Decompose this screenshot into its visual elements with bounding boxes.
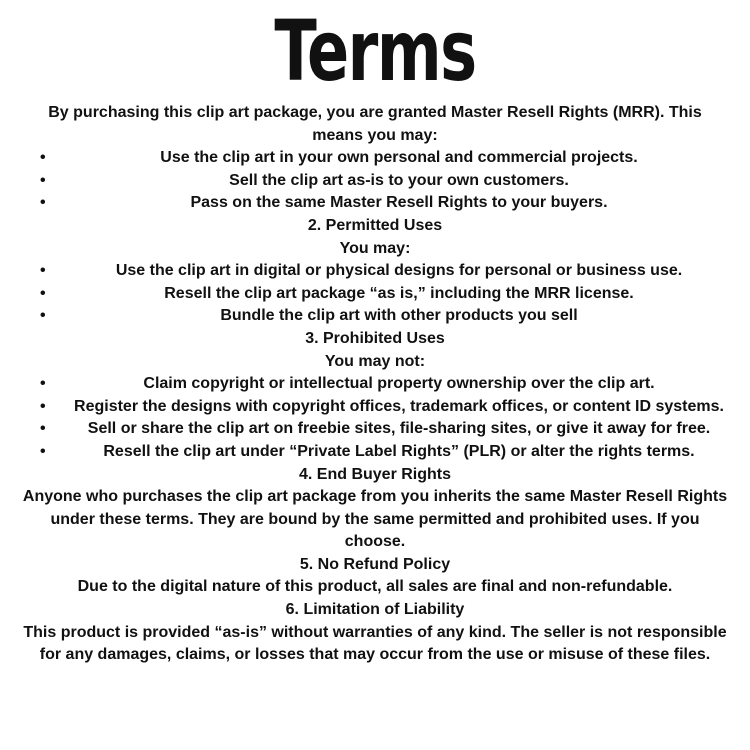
intro-text: By purchasing this clip art package, you are granted Master Resell Rights (MRR). This means you may: <box>48 104 702 144</box>
bullet-icon: • <box>40 284 46 302</box>
page-title: Terms <box>274 2 476 100</box>
list-item <box>22 260 728 283</box>
list-item <box>22 418 728 441</box>
section1-list <box>22 147 728 215</box>
section5-body: Due to the digital nature of this product, all sales are final and non-refundable. <box>77 578 673 596</box>
terms-content <box>22 102 728 667</box>
list-item <box>22 170 728 193</box>
list-item-text: Register the designs with copyright offices, trademark offices, or content ID systems. <box>74 397 724 415</box>
list-item <box>22 283 728 306</box>
section3-heading: 3. Prohibited Uses <box>305 329 445 347</box>
section4-heading: 4. End Buyer Rights <box>298 465 452 483</box>
section5-heading: 5. No Refund Policy <box>299 555 451 573</box>
list-item <box>22 305 728 328</box>
list-item-text: Sell or share the clip art on freebie sites, file-sharing sites, or give it away for free. <box>87 420 711 438</box>
list-item-text: Pass on the same Master Resell Rights to your buyers. <box>190 194 608 212</box>
section2-subheading: You may: <box>339 239 411 257</box>
bullet-icon: • <box>40 262 46 280</box>
list-item-text: Bundle the clip art with other products you sell <box>220 307 578 325</box>
section6-heading: 6. Limitation of Liability <box>285 601 465 619</box>
list-item <box>22 192 728 215</box>
list-item <box>22 373 728 396</box>
list-item-text: Resell the clip art under “Private Label Rights” (PLR) or alter the rights terms. <box>103 442 695 460</box>
list-item-text: Use the clip art in your own personal and commercial projects. <box>160 149 638 167</box>
bullet-icon: • <box>40 307 46 325</box>
list-item-text: Sell the clip art as-is to your own customers. <box>229 171 569 189</box>
list-item-text: Claim copyright or intellectual property ownership over the clip art. <box>143 375 655 393</box>
section3-list <box>22 373 728 463</box>
list-item <box>22 441 728 464</box>
section4-body: Anyone who purchases the clip art package from you inherits the same Master Resell Rights under these terms. They are bound by the same permitted and prohibited uses. If you choose. <box>22 488 728 551</box>
bullet-icon: • <box>40 397 46 415</box>
bullet-icon: • <box>40 442 46 460</box>
bullet-icon: • <box>40 149 46 167</box>
list-item-text: Use the clip art in digital or physical designs for personal or business use. <box>115 262 683 280</box>
list-item <box>22 396 728 419</box>
section2-heading: 2. Permitted Uses <box>307 216 443 234</box>
bullet-icon: • <box>40 194 46 212</box>
section2-list <box>22 260 728 328</box>
bullet-icon: • <box>40 375 46 393</box>
section3-subheading: You may not: <box>324 352 426 370</box>
list-item <box>22 147 728 170</box>
bullet-icon: • <box>40 420 46 438</box>
section6-body: This product is provided “as-is” without warranties of any kind. The seller is not responsible for any damages, claims, or losses that may occur from the use or misuse of these files. <box>23 623 727 664</box>
list-item-text: Resell the clip art package “as is,” including the MRR license. <box>164 284 634 302</box>
bullet-icon: • <box>40 171 46 189</box>
